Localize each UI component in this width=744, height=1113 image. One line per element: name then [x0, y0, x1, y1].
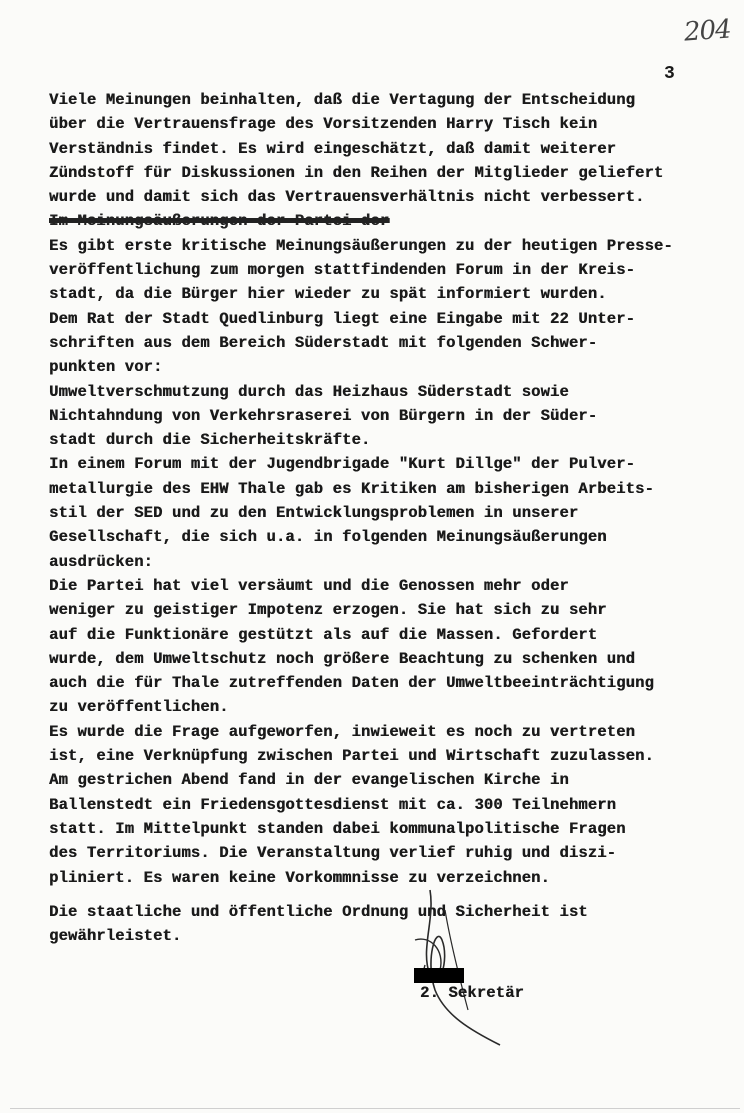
text-line: ist, eine Verknüpfung zwischen Partei und Wirtschaft zuzulassen.: [49, 747, 654, 766]
text-line: Verständnis findet. Es wird eingeschätzt, daß damit weiterer: [49, 139, 617, 158]
text-line: Gesellschaft, die sich u.a. in folgenden Meinungsäußerungen: [49, 528, 607, 547]
text-line: gewährleistet.: [49, 927, 182, 946]
text-line: wurde und damit sich das Vertrauensverhältnis nicht verbessert.: [49, 188, 645, 207]
text-line: veröffentlichung zum morgen stattfindenden Forum in der Kreis-: [49, 261, 635, 280]
text-line: auf die Funktionäre gestützt als auf die Massen. Gefordert: [49, 625, 598, 644]
signer-title: 2. Sekretär: [420, 984, 524, 1002]
text-line: Am gestrichen Abend fand in der evangelischen Kirche in: [49, 771, 569, 790]
text-line: stil der SED und zu den Entwicklungsproblemen in unserer: [49, 504, 579, 523]
text-line: schriften aus dem Bereich Süderstadt mit folgenden Schwer-: [49, 333, 598, 352]
struck-through-line: Im Meinungsäußerungen der Partei der: [49, 212, 390, 231]
text-line: pliniert. Es waren keine Vorkommnisse zu verzeichnen.: [49, 868, 550, 887]
text-line: statt. Im Mittelpunkt standen dabei kommunalpolitische Fragen: [49, 819, 626, 838]
text-line: weniger zu geistiger Impotenz erzogen. Sie hat sich zu sehr: [49, 601, 607, 620]
text-line: Zündstoff für Diskussionen in den Reihen der Mitglieder geliefert: [49, 163, 664, 182]
report-body: [49, 88, 709, 890]
text-line: Ballenstedt ein Friedensgottesdienst mit ca. 300 Teilnehmern: [49, 795, 617, 814]
redaction-bar: [414, 968, 464, 983]
archive-page-number: 204: [683, 14, 732, 48]
text-line: metallurgie des EHW Thale gab es Kritiken am bisherigen Arbeits-: [49, 479, 654, 498]
text-line: Es gibt erste kritische Meinungsäußerungen zu der heutigen Presse-: [49, 236, 673, 255]
text-line: auch die für Thale zutreffenden Daten der Umweltbeeinträchtigung: [49, 674, 654, 693]
text-line: In einem Forum mit der Jugendbrigade "Kurt Dillge" der Pulver-: [49, 455, 635, 474]
page-edge-divider: [10, 1108, 740, 1109]
text-line: zu veröffentlichen.: [49, 698, 229, 717]
text-line: Nichtahndung von Verkehrsraserei von Bürgern in der Süder-: [49, 406, 598, 425]
text-line: des Territoriums. Die Veranstaltung verlief ruhig und diszi-: [49, 844, 617, 863]
text-line: Viele Meinungen beinhalten, daß die Vertagung der Entscheidung: [49, 91, 635, 109]
text-line: über die Vertrauensfrage des Vorsitzenden Harry Tisch kein: [49, 115, 598, 134]
text-line: stadt durch die Sicherheitskräfte.: [49, 431, 371, 450]
handwritten-signature: [390, 880, 520, 1050]
text-line: Dem Rat der Stadt Quedlinburg liegt eine Eingabe mit 22 Unter-: [49, 309, 635, 328]
page-number: 3: [664, 64, 675, 84]
text-line: punkten vor:: [49, 358, 163, 377]
text-line: Es wurde die Frage aufgeworfen, inwieweit es noch zu vertreten: [49, 722, 635, 741]
text-line: Umweltverschmutzung durch das Heizhaus Süderstadt sowie: [49, 382, 569, 401]
text-line: wurde, dem Umweltschutz noch größere Beachtung zu schenken und: [49, 649, 635, 668]
text-line: Die Partei hat viel versäumt und die Genossen mehr oder: [49, 576, 569, 595]
text-line: Die staatliche und öffentliche Ordnung und Sicherheit ist: [49, 903, 588, 921]
text-line: ausdrücken:: [49, 552, 153, 571]
text-line: stadt, da die Bürger hier wieder zu spät informiert wurden.: [49, 285, 607, 304]
